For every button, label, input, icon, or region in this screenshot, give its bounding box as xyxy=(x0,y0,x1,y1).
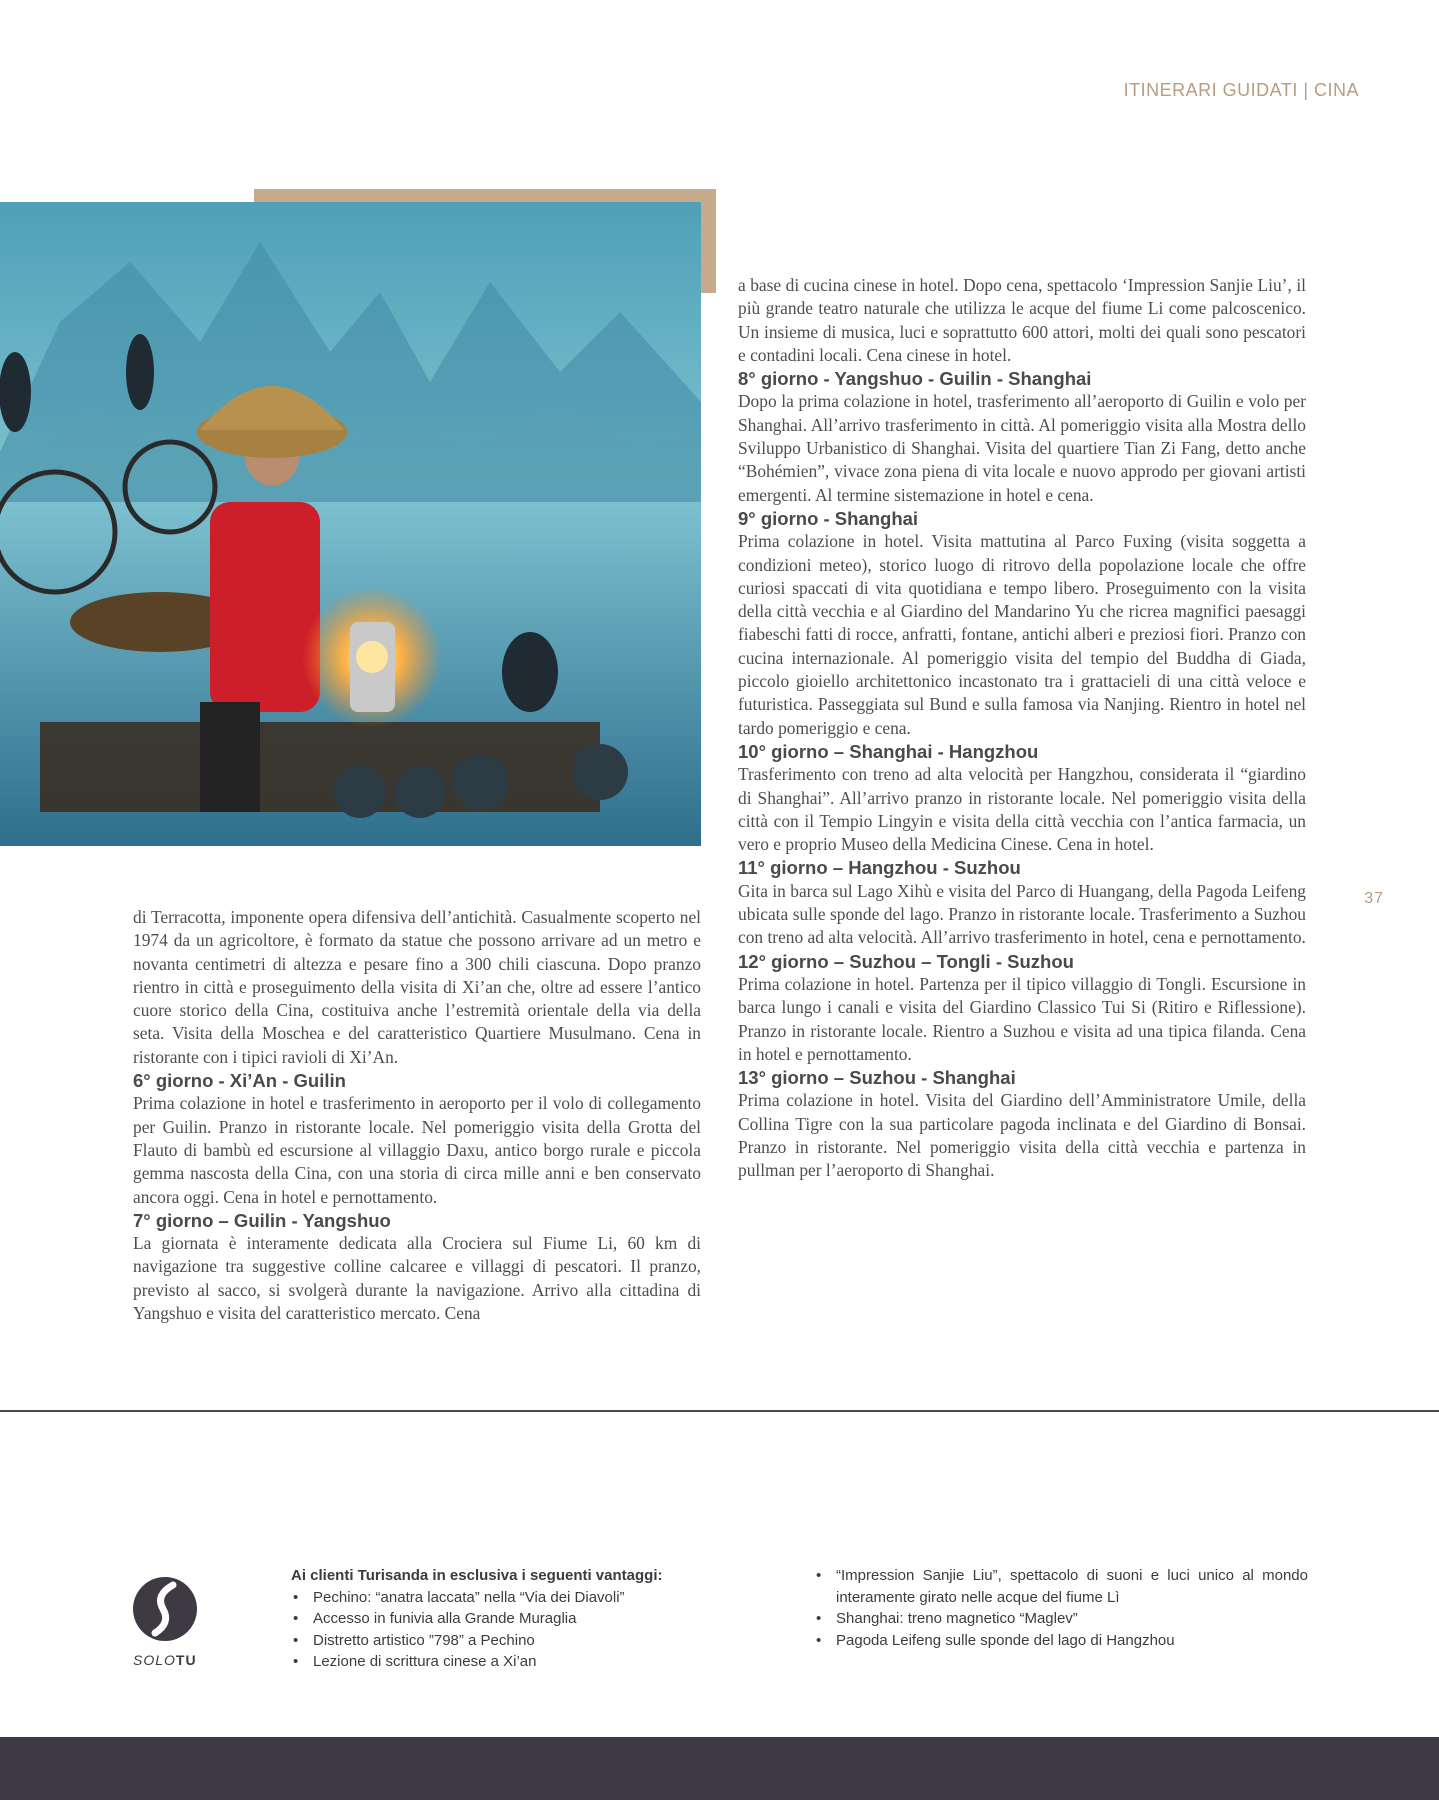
benefit-item: • Pagoda Leifeng sulle sponde del lago di Hangzhou xyxy=(814,1630,1308,1652)
logo-text-light: SOLO xyxy=(133,1652,176,1668)
day10-text: Trasferimento con treno ad alta velocità per Hangzhou, considerata il “giardino di Shanghai”. All’arrivo pranzo in ristorante locale. Nel pomeriggio visita della città con il Tempio Lingyin e visita della città vecchia con l’antica farmacia, un vero e proprio Museo della Medicina Cinese. Cena in hotel. xyxy=(738,764,1306,855)
solotu-logo-text xyxy=(133,1652,197,1668)
benefit-item: • Shanghai: treno magnetico “Maglev” xyxy=(814,1608,1308,1630)
benefits-left-block xyxy=(291,1565,721,1673)
day9-text: Prima colazione in hotel. Visita mattutina al Parco Fuxing (visita soggetta a condizioni meteo), storico luogo di ritrovo della popolazione locale che offre curiosi spaccati di vita quotidiana e tempo libero. Proseguimento con la visita della città vecchia e al Giardino del Mandarino Yu che ricrea magnifici paesaggi fiabeschi fatti di rocce, anfratti, fontane, antichi alberi e preziosi fiori. Pranzo con cucina internazionale. Al pomeriggio visita del tempio del Buddha di Giada, piccolo gioiello architettonico incastonato tra i grattacieli di una città veloce e futuristica. Passeggiata sul Bund e sulla famosa via Nanjing. Rientro in hotel nel tardo pomeriggio e cena. xyxy=(738,531,1306,738)
benefits-list-left xyxy=(291,1587,721,1673)
benefits-list-right xyxy=(814,1565,1308,1651)
logo-text-bold: TU xyxy=(175,1652,197,1668)
day7-continuation-text: a base di cucina cinese in hotel. Dopo cena, spettacolo ‘Impression Sanjie Liu’, il più grande teatro naturale che utilizza le acque del fiume Li come palcoscenico. Un insieme di musica, luci e soprattutto 600 attori, molti dei quali sono pescatori e contadini locali. Cena cinese in hotel. xyxy=(738,275,1306,365)
day9-title: 9° giorno - Shanghai xyxy=(738,507,919,529)
section-header: ITINERARI GUIDATI | CINA xyxy=(1123,80,1359,100)
benefit-item: • “Impression Sanjie Liu”, spettacolo di suoni e luci unico al mondo interamente girato nelle acque del fiume Lì xyxy=(814,1565,1308,1608)
day8-title: 8° giorno - Yangshuo - Guilin - Shanghai xyxy=(738,368,1092,390)
cormorant-fisherman-photo xyxy=(0,202,701,846)
day13-text: Prima colazione in hotel. Visita del Giardino dell’Amministratore Umile, della Collina Tigre con la sua particolare pagoda inclinata e del Giardino di Bonsai. Pranzo in ristorante. Nel pomeriggio visita della città vecchia e partenza in pullman per l’aeroporto di Shanghai. xyxy=(738,1090,1306,1181)
day11-title: 11° giorno – Hangzhou - Suzhou xyxy=(738,857,1021,879)
benefit-item: • Accesso in funivia alla Grande Muraglia xyxy=(291,1608,721,1630)
section-divider xyxy=(0,1410,1439,1412)
benefit-item: • Pechino: “anatra laccata” nella “Via dei Diavoli” xyxy=(291,1587,721,1609)
day7-title: 7° giorno – Guilin - Yangshuo xyxy=(133,1209,391,1231)
day11-text: Gita in barca sul Lago Xihù e visita del Parco di Huangang, della Pagoda Leifeng ubicata sulle sponde del lago. Pranzo in ristorante locale. Trasferimento a Suzhou con treno ad alta velocità. All’arrivo trasferimento in hotel, cena e pernottamento. xyxy=(738,880,1306,948)
day6-text: Prima colazione in hotel e trasferimento in aeroporto per il volo di collegamento per Guilin. Pranzo in ristorante locale. Nel pomeriggio visita della Grotta del Flauto di bambù ed escursione al villaggio Daxu, antico borgo rurale e piccola gemma nascosta della Cina, con una storia di circa mille anni e ben conservato ancora oggi. Cena in hotel e pernottamento. xyxy=(133,1093,701,1207)
right-text-column xyxy=(738,274,1306,1183)
day10-title: 10° giorno – Shanghai - Hangzhou xyxy=(738,740,1039,762)
day8-text: Dopo la prima colazione in hotel, trasferimento all’aeroporto di Guilin e volo per Shanghai. All’arrivo trasferimento in città. Al pomeriggio visita alla Mostra dello Sviluppo Urbanistico di Shanghai. Visita del quartiere Tian Zi Fang, detto anche “Bohémien”, vivace zona piena di vita locale e nuovo approdo per giovani artisti emergenti. Al termine sistemazione in hotel e cena. xyxy=(738,391,1306,505)
benefit-item: • Lezione di scrittura cinese a Xi’an xyxy=(291,1651,721,1673)
benefits-right-block xyxy=(814,1565,1308,1651)
page-number: 37 xyxy=(1364,890,1384,907)
footer-band xyxy=(0,1737,1439,1800)
day5-continuation-text: di Terracotta, imponente opera difensiva dell’antichità. Casualmente scoperto nel 1974 da un agricoltore, è formato da statue che possono arrivare ad un metro e novanta centimetri di altezza e pesare fino a 300 chili ciascuna. Dopo pranzo rientro in città e proseguimento della visita di Xi’an che, oltre ad essere l’antico cuore storico della Cina, costituiva anche l’estremità orientale della via della seta. Visita della Moschea e del caratteristico Quartiere Musulmano. Cena in ristorante con i tipici ravioli di Xi’An. xyxy=(133,907,701,1067)
left-text-column xyxy=(133,906,701,1325)
solotu-logo-icon xyxy=(133,1577,197,1646)
day7-text: La giornata è interamente dedicata alla Crociera sul Fiume Li, 60 km di navigazione tra suggestive colline calcaree e villaggi di pescatori. Il pranzo, previsto al sacco, si svolgerà durante la navigazione. Arrivo alla cittadina di Yangshuo e visita del caratteristico mercato. Cena xyxy=(133,1233,701,1324)
day6-title: 6° giorno - Xi’An - Guilin xyxy=(133,1070,346,1092)
benefits-title: Ai clienti Turisanda in esclusiva i seguenti vantaggi: xyxy=(291,1567,663,1584)
day12-title: 12° giorno – Suzhou – Tongli - Suzhou xyxy=(738,950,1074,972)
day13-title: 13° giorno – Suzhou - Shanghai xyxy=(738,1067,1016,1089)
day12-text: Prima colazione in hotel. Partenza per il tipico villaggio di Tongli. Escursione in barca lungo i canali e visita del Giardino Classico Tui Si (Ritiro e Riflessione). Pranzo in ristorante locale. Rientro a Suzhou e visita ad una tipica filanda. Cena in hotel e pernottamento. xyxy=(738,973,1306,1064)
benefit-item: • Distretto artistico ”798” a Pechino xyxy=(291,1630,721,1652)
